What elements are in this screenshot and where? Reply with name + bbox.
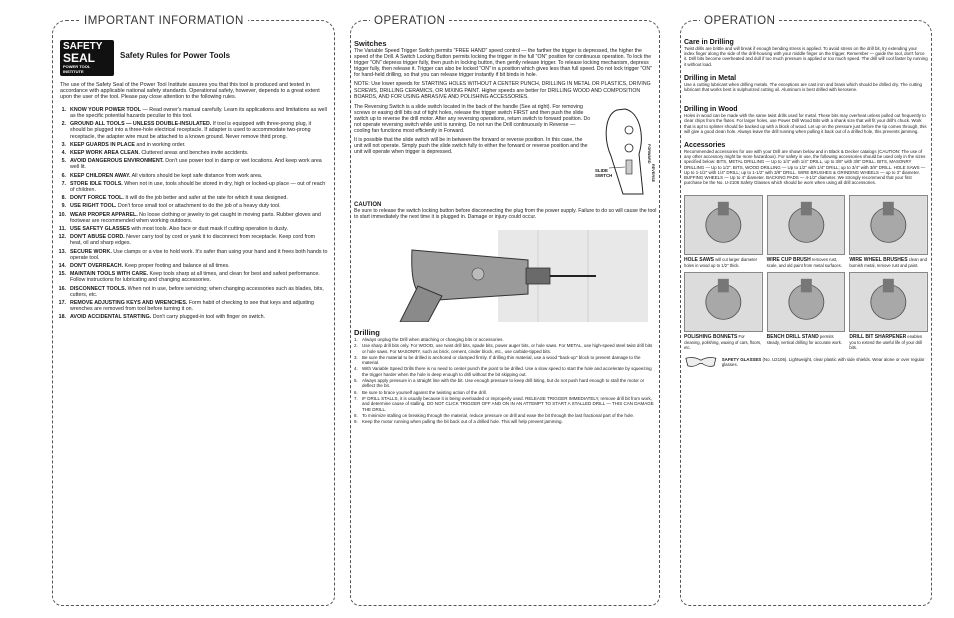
safety-rule-item: [56, 300, 328, 312]
rule-number: 2.: [61, 121, 66, 128]
step-text: Keep the motor running when pulling the bit back out of a drilled hole. This will help prevent jamming.: [362, 419, 563, 425]
rule-number: 15.: [58, 271, 66, 278]
accessory-photo: [849, 272, 928, 332]
step-number: 3.: [354, 354, 358, 360]
accessory-caption: [767, 257, 846, 268]
rule-heading: DON'T ABUSE CORD.: [70, 234, 125, 241]
safety-rule-item: [56, 226, 328, 232]
panel-title-operation-1: OPERATION: [370, 15, 449, 27]
rule-number: 14.: [58, 262, 66, 269]
safety-rule-item: [56, 150, 328, 156]
safety-glasses-desc: (No. U2106). Lightweight, clear plastic with side shields. Wear alone or over regular glasses.: [721, 357, 925, 368]
rule-body: [70, 203, 328, 209]
rule-text: When not in use, before servicing; when changing accessories such as blades, bits, cutters, etc.: [70, 285, 324, 298]
accessory-caption: [849, 334, 928, 350]
rule-number: 6.: [61, 172, 66, 179]
rule-heading: WEAR PROPER APPAREL.: [70, 211, 138, 218]
rule-heading: KEEP WORK AREA CLEAN.: [70, 149, 140, 156]
badge-line-1: SAFETY: [63, 41, 103, 52]
drilling-step-item: [354, 366, 657, 377]
accessory-desc: enables you to extend the useful life of your drill bits.: [849, 334, 923, 351]
accessory-item: [767, 272, 846, 350]
step-number: 9.: [354, 419, 358, 425]
safety-rules-list: [56, 107, 332, 321]
rule-text: When not in use, tools should be stored in dry, high or locked-up place — out of reach of children.: [70, 180, 326, 193]
step-text: With Variable Speed Drills there is no need to center punch the point to be drilled. Use a slow speed to start the hole and accelerate by squeezing the trigger harder when the hole is deep enough to drill without the bit skipping out.: [362, 366, 652, 377]
rule-body: [70, 286, 328, 298]
rule-heading: SECURE WORK.: [70, 248, 112, 255]
slide-switch-position-text: It is possible that the slide switch will be in between the forward or reverse position. In this case, the unit will not operate. Simply push the slide switch fully to either the forward or reverse position and the unit will operate when trigger is depressed.: [354, 137, 588, 156]
rule-text: Don't force small tool or attachment to do the job of a heavy duty tool.: [116, 203, 281, 210]
metal-text: Use a cutting lubricant when drilling metals. The exceptions are cast iron and brass which should be drilled dry. The cutting lubricant that works best is sulphurized cutting oil. Aluminum is best drilled with kerosene.: [684, 81, 922, 93]
rule-body: [70, 195, 328, 201]
accessory-caption: [849, 257, 928, 268]
safety-rule-item: [56, 142, 328, 148]
safety-rule-item: [56, 249, 328, 261]
accessories-text: Recommended accessories for use with your Drill are shown below and in Black & Decker catalogs (CAUTION: The use of any other accessory might be more hazardous). For safety in use, the following accessories should be used only in the sizes specified below: BITS, METAL DRILLING — Up to 1/4" with 1/4" DRILL, up to 3/8" with 3/8" DRILL. BITS, MASONRY DRILLING — Up to 1/2". BITS, WOOD DRILLING — Up to 1/2" with 1/4" DRILL; up to 3/4" with 3/8" DRILL. HOLE SAWS — Up to 1-1/2" with 1/4" DRILL; up to 1-1/2" with 3/8" DRILL. WIRE BRUSHES & GRINDING WHEELS — up to 3" diameter. BUFFING WHEELS — Up to 4" diameter. BACKING PADS — 4-1/2" diameter. We strongly recommend that your first purchase be the No. U-2106 Safety Glasses which should be worn when using all drill accessories.: [684, 149, 926, 186]
rule-body: [70, 234, 328, 246]
rule-text: Don't use power tool in damp or wet locations. And keep work area well lit.: [70, 158, 322, 171]
accessory-desc: For cleaning, polishing, waxing of cars, floors, etc.: [684, 334, 762, 351]
operation-panel-switches: [354, 36, 657, 606]
safety-rule-item: [56, 203, 328, 209]
rule-number: 4.: [61, 149, 66, 156]
rule-body: [70, 226, 328, 232]
reversing-switch-text: The Reversing Switch is a slide switch located in the back of the handle (See at right). For removing screws or easing drill bits out of tight holes, release the trigger switch FIRST and then push the slide switch up to reverse the drill motor. After any reversing operations, return switch to forward position. Do not operate reversing switch while unit is running. Do not run the Drill continuously in Reverse — cooling fan functions most efficiently in Forward.: [354, 103, 591, 135]
safety-rule-item: [56, 158, 328, 170]
switches-heading: Switches: [354, 39, 387, 48]
reverse-label: REVERSE: [651, 163, 655, 182]
step-text: Be sure to brace yourself against the twisting action of the drill.: [362, 389, 487, 395]
drilling-step-item: [354, 413, 657, 418]
rule-number: 18.: [58, 314, 66, 321]
safety-rule-item: [56, 107, 328, 119]
rule-text: No loose clothing or jewelry to get caught in moving parts. Rubber gloves and footwear are recommended when working outdoors.: [70, 211, 321, 224]
step-text: Always apply pressure in a straight line with the bit. Use enough pressure to keep drill biting, but do not push hard enough to stall the motor or deflect the bit.: [362, 378, 645, 389]
accessory-name: DRILL BIT SHARPENER: [849, 334, 907, 341]
rule-heading: AVOID DANGEROUS ENVIRONMENT.: [70, 158, 164, 165]
accessory-desc: removes rust, scale, and old paint from metal surfaces.: [766, 257, 842, 269]
rule-number: 11.: [58, 225, 66, 232]
rule-heading: STORE IDLE TOOLS.: [70, 180, 123, 187]
rule-text: with most tools. Also face or dust mask if cutting operation is dusty.: [129, 225, 288, 232]
slide-switch-label: SLIDE SWITCH: [595, 167, 613, 178]
safety-rule-item: [56, 271, 328, 283]
rule-number: 17.: [58, 300, 66, 306]
accessory-photo: [684, 195, 763, 255]
rule-number: 5.: [61, 158, 66, 165]
rule-heading: USE RIGHT TOOL.: [70, 203, 117, 210]
drilling-heading: Drilling: [354, 327, 380, 337]
rule-heading: DISCONNECT TOOLS.: [70, 285, 127, 292]
step-text: To minimize stalling on breaking through the material, reduce pressure on drill and ease the bit through the last fractional part of the hole.: [362, 412, 635, 418]
accessory-item: [684, 195, 763, 268]
rule-text: Keep tools sharp at all times, and clean for best and safest performance. Follow instructions for lubricating and changing accessories.: [70, 271, 320, 284]
forward-label: FORWARD: [647, 143, 651, 164]
accessory-name: WIRE CUP BRUSH: [766, 257, 811, 264]
rule-heading: GROUND ALL TOOLS — UNLESS DOUBLE-INSULATED.: [70, 121, 212, 128]
rule-number: 13.: [58, 248, 66, 255]
safety-glasses-item: [684, 354, 928, 370]
safety-rule-item: [56, 173, 328, 179]
care-text: Twist drills are brittle and will break if enough bending stress is applied. To avoid stress on the drill bit, try extending your index finger along the side of the drill-housing with your middle finger on the trigger. Remember — guide the tool, don't force it. Drill bits become overheated and dull if too much pressure is applied or too much speed. The drill will cool faster by running it without load.: [684, 46, 928, 67]
safety-rule-item: [56, 181, 328, 193]
rule-body: [70, 150, 328, 156]
rule-heading: AVOID ACCIDENTAL STARTING.: [70, 314, 152, 321]
rule-text: It will do the job better and safer at the rate for which it was designed.: [123, 195, 288, 202]
drill-in-use-illustration: [358, 230, 653, 322]
rule-heading: KEEP CHILDREN AWAY.: [70, 172, 131, 179]
safety-rule-item: [56, 286, 328, 298]
accessory-item: [767, 195, 846, 268]
step-text: Be sure the material to be drilled is anchored or clamped firmly. If drilling thin material, use a wood "back-up" block to prevent damage to the material.: [362, 354, 641, 366]
care-heading: Care in Drilling: [684, 39, 734, 46]
accessory-photo: [767, 272, 846, 332]
badge-line-3: POWER TOOL INSTITUTE: [63, 63, 91, 74]
rule-heading: USE SAFETY GLASSES: [70, 225, 130, 232]
step-number: 6.: [354, 389, 358, 395]
step-number: 5.: [354, 378, 358, 384]
drilling-steps-list: [354, 337, 657, 424]
rule-body: [70, 181, 328, 193]
safety-rule-item: [56, 212, 328, 224]
reversing-switch-section: [354, 104, 657, 200]
safety-rule-item: [56, 263, 328, 269]
rule-text: Use clamps or a vise to hold work. It's safer than using your hand and it frees both hands to operate tool.: [70, 248, 328, 261]
accessory-item: [684, 272, 763, 350]
rule-body: [70, 107, 328, 119]
safety-rule-item: [56, 121, 328, 140]
rule-body: [70, 271, 328, 283]
speed-note-text: NOTE: Use lower speeds for STARTING HOLES WITHOUT A CENTER PUNCH, DRILLING IN METAL OR PLASTICS, DRIVING SCREWS, DRILLING CERAMICS, OR MIXING PAINT. Higher speeds are better for DRILLING WOOD AND COMPOSITION BOARDS, AND FOR USING ABRASIVE AND POLISHING ACCESSORIES.: [354, 81, 651, 100]
accessory-photo: [684, 272, 763, 332]
rule-body: [70, 314, 328, 320]
rule-body: [70, 142, 328, 148]
panel-title-operation-2: OPERATION: [700, 15, 779, 27]
rule-number: 12.: [58, 234, 66, 241]
wood-text: Holes in wood can be made with the same twist drills used for metal. These bits may overheat unless pulled out frequently to clear chips from the flutes. For larger holes, use Power Drill Wood Bits with a shank size that will fit your drill's chuck. Work that is apt to splinter should be backed up with a block of wood. Let up on the pressure just before the tip comes through, this will give a good clean hole. Always leave the drill running when pulling it back out of a drilled hole, this prevents jamming.: [684, 113, 927, 134]
rule-body: [70, 173, 328, 179]
drilling-step-item: [354, 378, 657, 389]
accessory-item: [849, 272, 928, 350]
accessory-name: WIRE WHEEL BRUSHES: [849, 257, 908, 264]
step-text: IF DRILL STALLS, it is usually because it is being overloaded or improperly used. RELEASE TRIGGER IMMEDIATELY, remove drill bit from work, and determine cause of stalling. DO NOT CLICK TRIGGER OFF AND ON IN AN ATTEMPT TO START A STALLED DRILL — THIS CAN DAMAGE THE DRILL.: [362, 395, 654, 412]
drilling-step-item: [354, 419, 657, 424]
accessory-name: POLISHING BONNETS: [684, 334, 738, 341]
rule-number: 1.: [61, 106, 66, 113]
accessory-caption: [767, 334, 846, 345]
rule-text: Form habit of checking to see that keys and adjusting wrenches are removed from tool before turning it on.: [70, 300, 314, 313]
rule-heading: MAINTAIN TOOLS WITH CARE.: [70, 271, 149, 278]
rule-number: 16.: [58, 285, 66, 292]
rule-number: 8.: [61, 195, 66, 202]
rule-heading: KNOW YOUR POWER TOOL: [70, 106, 142, 113]
rule-number: 9.: [61, 203, 66, 210]
step-number: 7.: [354, 395, 358, 401]
rule-body: [70, 263, 328, 269]
drilling-step-item: [354, 355, 657, 366]
accessory-desc: will cut larger diameter holes in wood up to 1/2" thick.: [684, 257, 758, 269]
safety-seal-badge: [60, 40, 114, 76]
accessory-item: [849, 195, 928, 268]
safety-rule-item: [56, 234, 328, 246]
rule-heading: KEEP GUARDS IN PLACE: [70, 141, 135, 148]
drilling-step-item: [354, 337, 657, 342]
safety-rule-item: [56, 195, 328, 201]
wood-heading: Drilling in Wood: [684, 106, 738, 114]
rule-text: If tool is equipped with three-prong plug, it should be plugged into a three-hole electrical receptacle. If adapter is used to accommodate two-prong receptacle, the adapter wire must be attached to a known ground. Never remove third prong.: [70, 121, 312, 140]
badge-line-2: SEAL: [63, 50, 96, 65]
accessory-photo: [767, 195, 846, 255]
drill-illustration-svg: [358, 230, 653, 322]
safety-rules-title: Safety Rules for Power Tools: [120, 51, 231, 60]
safety-rule-item: [56, 314, 328, 320]
accessories-heading: Accessories: [684, 142, 726, 150]
switches-text: The Variable Speed Trigger Switch permits "FREE HAND" speed control — the farther the trigger is depressed, the higher the speed of the Drill. A Switch Locking Button permits locking the trigger in the full "ON" position for continuous operation. To lock the trigger "ON" depress trigger fully, then push in locking button, then gently release trigger. To release locking mechanism, depress trigger fully, then release it. Trigger can also be locked "ON" in a position which gives less than full speed. Do not lock trigger "ON" for hand-held drilling, so that you can release trigger instantly if bit binds in hole.: [354, 48, 652, 79]
rule-text: and in working order.: [134, 141, 186, 148]
accessory-name: HOLE SAWS: [684, 257, 715, 264]
accessories-grid: [684, 195, 928, 350]
rule-text: Cluttered areas and benches invite accidents.: [139, 149, 249, 156]
step-number: 8.: [354, 412, 358, 418]
rule-heading: DON'T FORCE TOOL.: [70, 195, 124, 202]
rule-text: All visitors should be kept safe distance from work area.: [130, 172, 263, 179]
accessory-caption: [684, 257, 763, 268]
safety-glasses-icon: [684, 354, 718, 370]
step-number: 2.: [354, 343, 358, 349]
rule-number: 10.: [58, 211, 66, 218]
step-number: 4.: [354, 366, 358, 372]
step-text: Use sharp drill bits only. For WOOD, use twist drill bits, spade bits, power auger bits, or hole saws. For METAL, use high-speed steel twist drill bits or hole saws. For MASONRY, such as brick, cement, cinder block, etc., use carbide-tipped bits.: [362, 343, 653, 354]
accessory-name: BENCH DRILL STAND: [766, 334, 819, 341]
accessory-photo: [849, 195, 928, 255]
caution-heading: CAUTION: [354, 201, 382, 208]
important-information-panel: [56, 37, 332, 607]
drilling-step-item: [354, 343, 657, 354]
accessory-caption: [684, 334, 763, 350]
rule-body: [70, 212, 328, 224]
rule-body: [70, 158, 328, 170]
rule-text: Don't carry plugged-in tool with finger on switch.: [151, 314, 265, 321]
panel-title-important: IMPORTANT INFORMATION: [80, 15, 248, 27]
operation-panel-accessories: [684, 36, 928, 606]
rule-number: 3.: [61, 141, 66, 148]
rule-heading: REMOVE ADJUSTING KEYS AND WRENCHES.: [70, 300, 188, 306]
rule-body: [70, 300, 328, 312]
rule-text: Never carry tool by cord or yank it to disconnect from receptacle. Keep cord from heat, oil and sharp edges.: [70, 234, 316, 247]
rule-number: 7.: [61, 180, 66, 187]
caution-text: Be sure to release the switch locking button before disconnecting the plug from the power supply. Failure to do so will cause the tool to start immediately the next time it is plugged in. Damage or injury could occur.: [354, 207, 657, 220]
accessory-desc: clean and burnish metal, remove rust and paint.: [849, 257, 927, 269]
safety-glasses-name: SAFETY GLASSES: [721, 357, 762, 363]
rule-heading: DON'T OVERREACH.: [70, 262, 124, 269]
slide-switch-figure: [595, 104, 657, 200]
safety-intro-text: The use of the Safety Seal of the Power Tool Institute assures you that this tool is produced and tested in accordance with applicable national safety standards. Operational safety, however, depends to a great extent upon the user of the tool. Please pay close attention to the following rules.: [60, 81, 320, 101]
rule-body: [70, 121, 328, 140]
metal-heading: Drilling in Metal: [684, 74, 737, 82]
drilling-step-item: [354, 396, 657, 412]
rule-body: [70, 249, 328, 261]
step-number: 1.: [354, 336, 358, 342]
rule-text: — Read owner's manual carefully. Learn its applications and limitations as well as the specific potential hazards peculiar to this tool.: [70, 106, 327, 119]
rule-text: Keep proper footing and balance at all times.: [123, 262, 230, 269]
accessory-desc: permits steady, vertical drilling for accurate work.: [766, 334, 842, 346]
step-text: Always unplug the Drill when attaching or changing bits or accessories.: [362, 336, 504, 342]
drilling-step-item: [354, 390, 657, 395]
